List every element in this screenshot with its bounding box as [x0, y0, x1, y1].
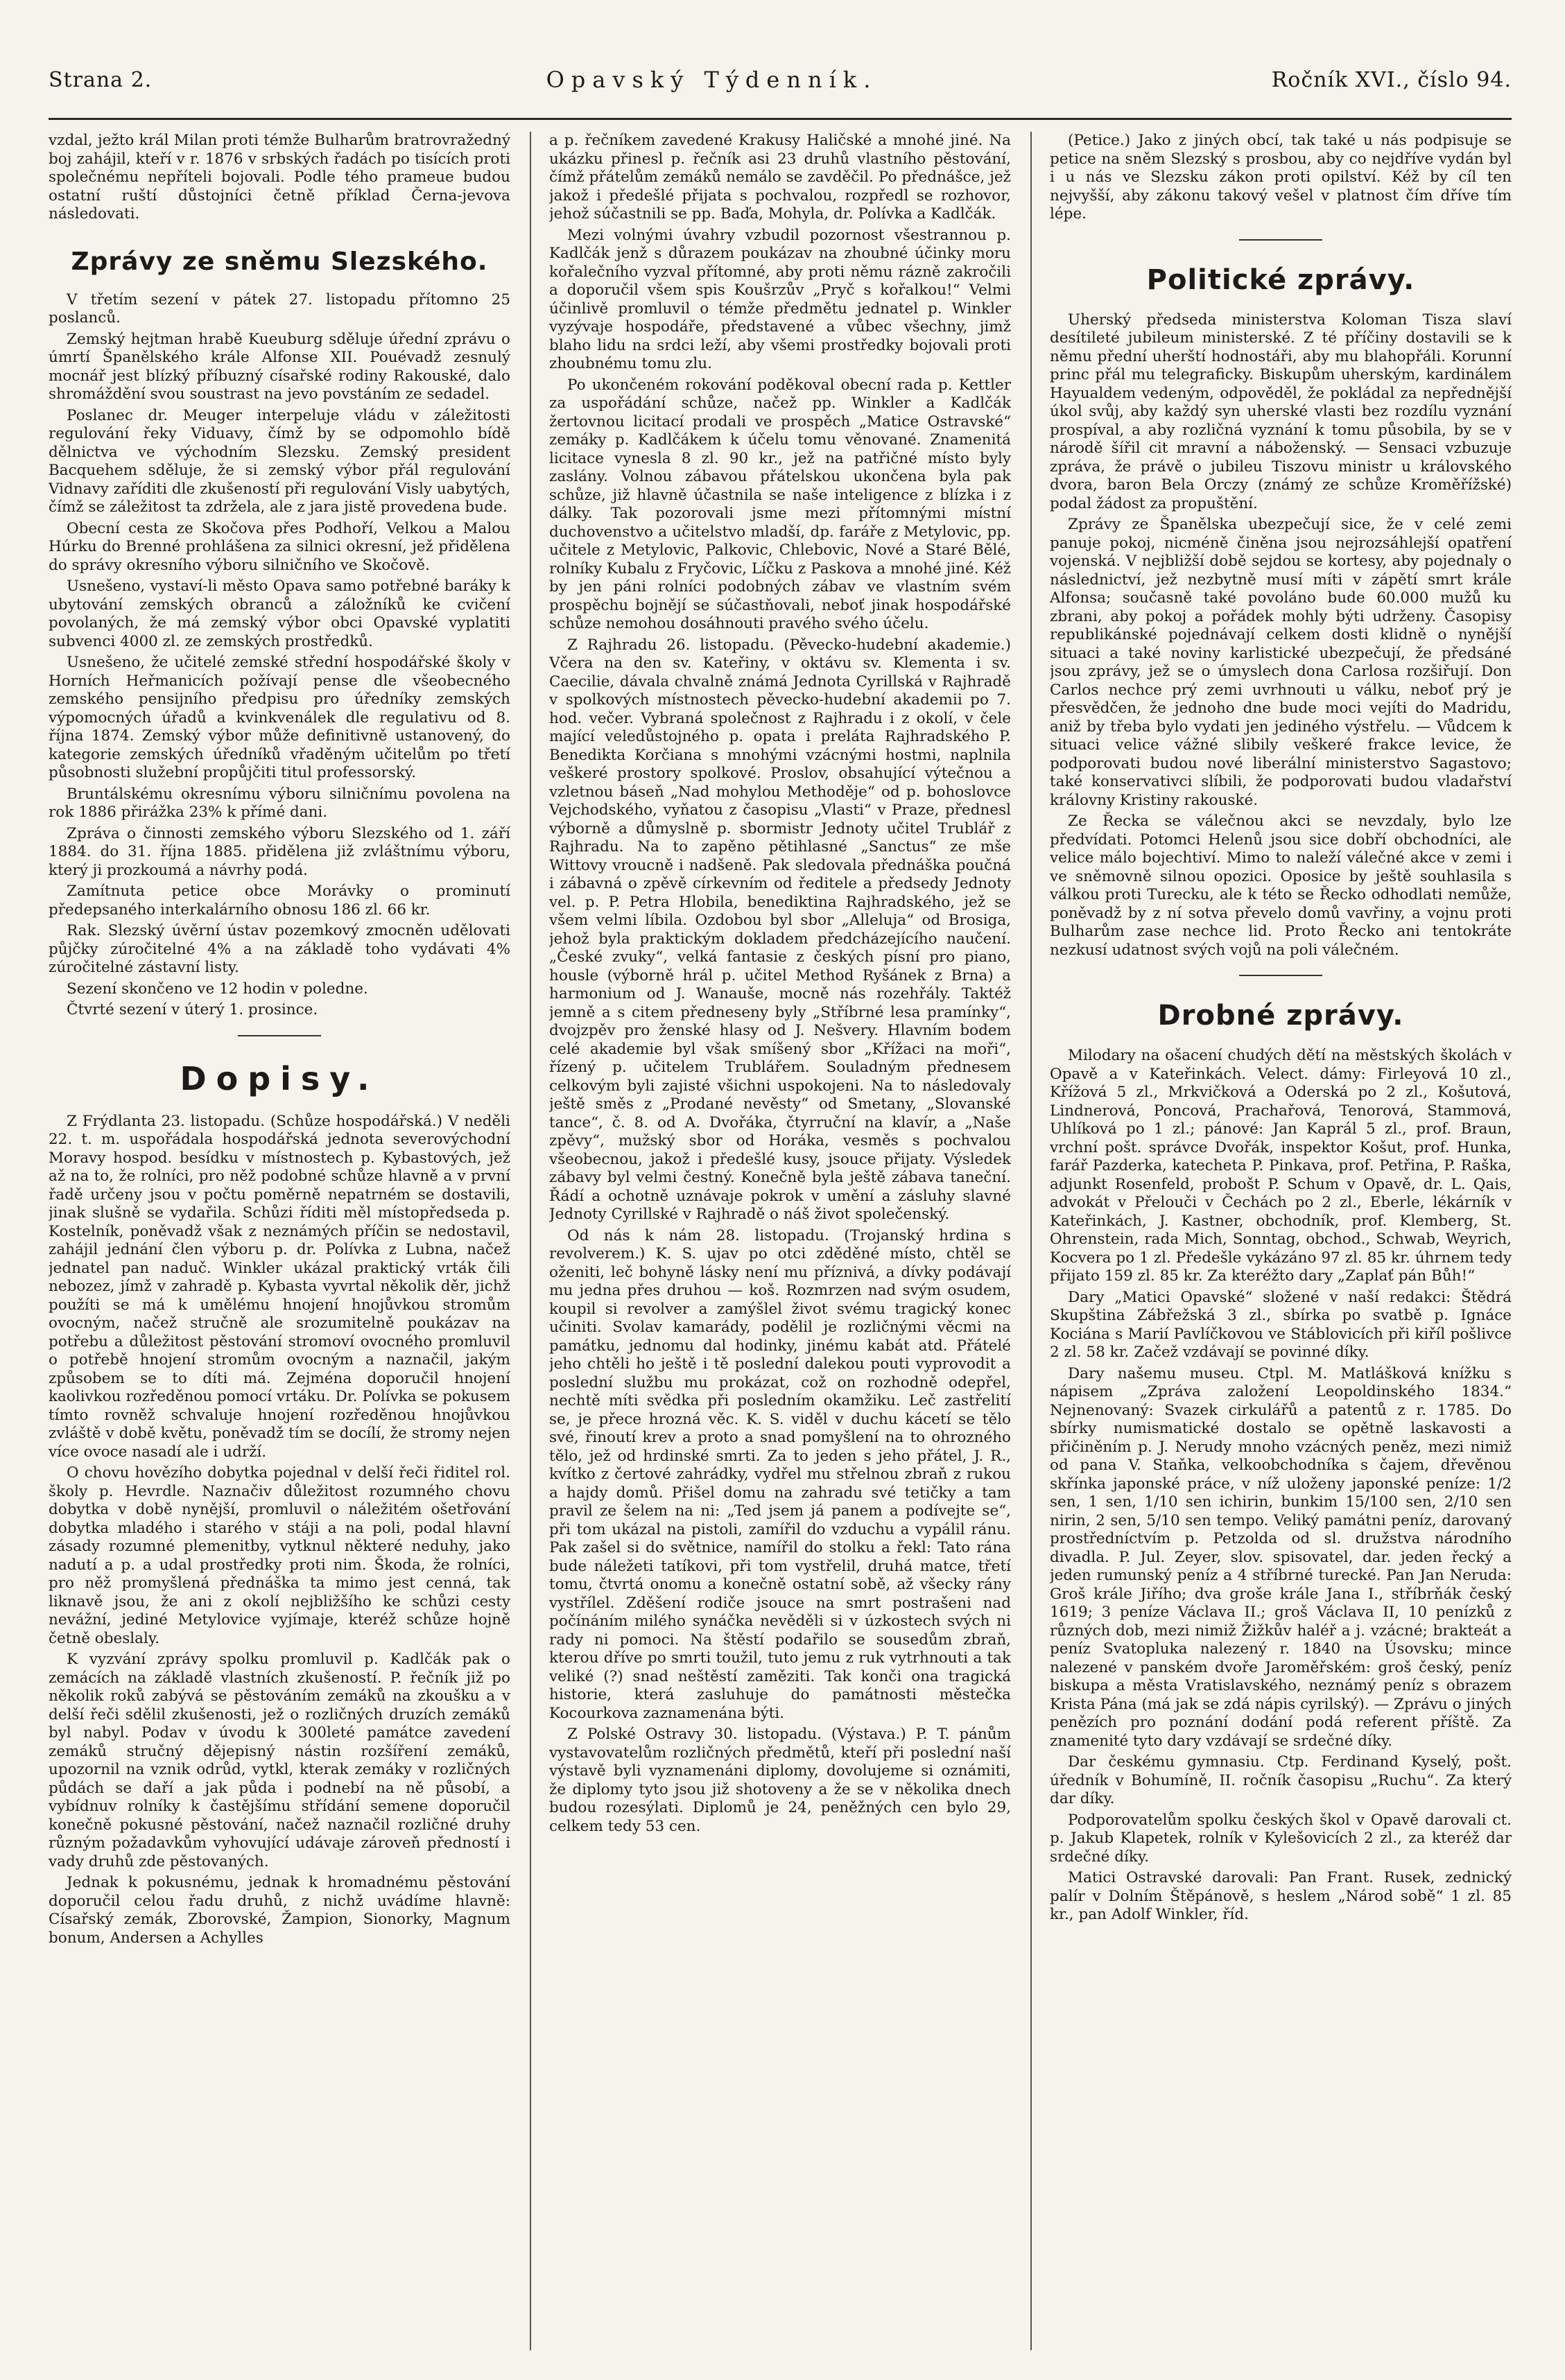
paragraph: Dary našemu museu. Ctpl. M. Matlášková knížku s nápisem „Zpráva založení Leopoldinského 1834.“ Nejnenovaný: Svazek cirkulářů a patentů z r. 1785. Do sbírky numismatické dostalo se opětně laskavosti a přičiněním p. J. Nerudy mnoho vzácných peněz, mezi nimiž od pana V. Staňka, velkoobchodníka s čajem, dřevěnou skřínka japonské práce, v níž uloženy japonské peníze: 1/2 sen, 1 sen, 1/10 sen ichirin, bunkim 15/100 sen, 2/10 sen nirin, 2 sen, 5/10 sen tempo. Veliký památni peníz, darovaný prostředníctvím p. Petzolda od sl. družstva národního divadla. P. Jul. Zeyer, slov. spisovatel, dar. jeden řecký a jeden rumunský peníz a 4 stříbrné turecké. Pan Jan Neruda: Groš krále Jiřího; dva groše krále Jana I., stříbrňák český 1619; 3 penízе Václava II.; groš Václava II, 10 penízků z různých dob, mezi nimiž Žižkův haléř a j. vzácné; brakteát a peníz Svatoplukа nalezený r. 1840 na Úsovsku; mince nalezené v panském dvoře Jaroměřském: groš český, peníz biskupa a města Vratislavského, neznámý peníz s obrazem Krista Pána (má jak se zdá nápis cyrilský). — Zprávu o jiných penězích pro poznání dodání podá referent příště. Za znamenité tyto dary vzdávají se srdečné díky.	[1050, 1364, 1512, 1750]
paragraph: Uherský předseda ministerstva Koloman Tisza slaví desítileté jubileum ministerské. Z té příčiny dostavili se k němu přední uherští hodnostáři, aby mu blahopřáli. Korunní princ přál mu telegraficky. Biskupům uherským, kardinálem Hayualdem vedeným, odpověděl, že pokládal za nepřednější úkol svůj, aby každý syn uherské vlasti bez rozdílu vyznání prospíval, a aby rozličná vyznání k tomu působila, by se v národě šířil cit mravní a náboženský. — Sensaci vzbuzuje zpráva, že právě o jubileu Tiszovu ministr u královského dvora, baron Bela Orczy (známý ze schůze Kroměřížské) podal žádost za propuštění.	[1050, 311, 1512, 512]
paragraph: Obecní cesta ze Skočova přes Podhoří, Velkou a Malou Húrku do Brenné prohlášena za silnici okresní, jež přidělena do správy okresního výboru silničního ve Skočově.	[49, 519, 510, 574]
paragraph: Zpráva o činnosti zemského výboru Slezského od 1. září 1884. do 31. října 1885. přidělena již zvláštnímu výboru, který ji prozkoumá a návrhy podá.	[49, 824, 510, 879]
paragraph: Usnešeno, že učitelé zemské střední hospodářské školy v Horních Heřmanicích požívají pense dle všeobecného zemského pensijního předpisu pro úředníky zemských výpomocných úřadů a kvinkvenálek dle regulativu od 8. října 1874. Zemský výbor může definitivně ustanovený, do kategorie zemských úředníků vřaděným učitelům po třetí působnosti služební propůjčiti titul professorský.	[49, 654, 510, 781]
columns	[49, 132, 1512, 2350]
paragraph: Poslanec dr. Meuger interpeluje vládu v záležitosti regulování řeky Viduavy, čímž by se odpomohlo bídě dělnictva ve východním Slezsku. Zemský president Bacquehem sděluje, že si zemský výbor přál regulování Vidnavy zaříditi dle zkušeností při regulování Visly uabytých, čímž se záležitost ta zdržela, ale z jara jistě provedena bude.	[49, 406, 510, 516]
paragraph: Usnešeno, vystaví-li město Opava samo potřebné baráky k ubytování zemských obranců a záložníků ke cvičení povolaných, že má zemský výbor obci Opavské vyplatiti subvenci 4000 zl. ze zemských prostředků.	[49, 577, 510, 650]
paragraph: Z Polské Ostravy 30. listopadu. (Výstava.) P. T. pánům vystavovatelům rozličných předmětů, kteří při poslední naší výstavě byli vyznamenáni diplomy, dovolujeme si oznámiti, že diplomy tyto jsou již shotoveny a že se v několika dnech budou rozesýlati. Diplomů je 24, peněžných cen bylo 29, celkem tedy 53 cen.	[549, 1726, 1011, 1835]
paragraph: Sezení skončeno ve 12 hodin v poledne.	[67, 980, 368, 998]
separator	[238, 1035, 321, 1036]
paragraph: Jednak k pokusnému, jednak k hromadnému pěstování doporučil celou řadu druhů, z nichž uvádíme hlavně: Císařský zemák, Zborovské, Žampion, Sionorky, Magnum bonum, Andersen a Achylles	[49, 1874, 510, 1947]
paragraph: Z Rajhradu 26. listopadu. (Pěvecko-hudební akademie.) Včera na den sv. Kateřiny, v oktávu sv. Klementa i sv. Caecilie, dávala chvalně známá Jednota Cyrillská v Rajhradě v spolkových místnostech pěvecko-hudební akademii po 7. hod. večer. Vybraná společnost z Rajhradu i z okolí, v čele mající veledůstojného p. opata i preláta Rajhradského P. Benedikta Korčiana s mnohými vzácnými hostmi, naplnila veškeré prostory spolkové. Proslov, obsahující výtečnou a vzletnou báseň „Nad mohylou Methoděje“ od p. bohoslovce Vejchodského, vyňatou z časopisu „Vlasti“ v Praze, přednesl výborně a důmyslně p. sbormistr Jednoty učitel Trublář z Rajhradu. Na to zapěno pětihlasné „Sanctus“ ze mše Wittovy vroucně i nadšeně. Pak sledovala přednáška poučná i zábavná o zpěvě církevním od ředitele a předsedy Jednoty vel. p. P. Petra Hlobila, benediktina Rajhradského, jež se všem velmi líbila. Ozdobou byl sbor „Alleluja“ od Brosiga, jehož byla praktickým dokladem předcházejícího naučení. „České zvuky“, velká fantasie z českých písní pro piano, housle (výborně hrál p. učitel Method Ryšánek z Brna) a harmonium od J. Wanauše, mocně nás rozehřály. Taktéž jemně a s citem předneseny byly „Stříbrné lesa pramínky“, dvojzpěv pro ženské hlasy od J. Nešvery. Hlavním bodem celé akademie byl však smíšený sbor „Křížaci na moři“, řízený p. učitelem Trublářem. Souladným přednesem celkovým byli zajisté všichni uspokojeni. Na to následovaly ještě směs z „Prodané nevěsty“ od Smetany, „Slovanské tance“, č. 8. od A. Dvořáka, čtyrruční na klavír, a „Naše zpěvy“, mužský sbor od Horáka, vesměs s pochvalou všeobecnou, jakož i předešlé kusy, jsouce přijaty. Výsledek zábavy byl velmi čestný. Konečně byla ještě zábava taneční. Řádí a ochotně uznávaje pokrok v umění a zásluhy slavné Jednoty Cyrillské v Rajhradě o náš život společenský.	[549, 636, 1011, 1223]
paragraph: Zamítnuta petice obce Morávky o prominutí předepsaného interkalárního obnosu 186 zl. 66 kr.	[49, 883, 510, 919]
section-heading-dopisy: Dopisy.	[180, 1059, 379, 1097]
paragraph: (Petice.) Jako z jiných obcí, tak také u nás podpisuje se petice na sněm Slezský s prosbou, aby co nejdříve vydán byl i u nás ve Slezsku zákon proti opilství. Kéž by cíl ten nejvyšší, aby zákonu takový vešel v platnost čím dříve tím lépe.	[1050, 132, 1512, 223]
masthead	[49, 42, 1512, 120]
column-divider	[1030, 132, 1032, 2350]
paragraph: Podporovatelům spolku českých škol v Opavě darovali ct. p. Jakub Klapetek, rolník v Kylešovicích 2 zl., za kteréž dar srdečné díky.	[1050, 1811, 1512, 1866]
paragraph: Od nás k nám 28. listopadu. (Trojanský hrdina s revolverem.) K. S. ujav po otci zděděné místo, chtěl se oženiti, leč bohyně lásky není mu příznivá, a dívky podávají mu jedna přes druhou — koš. Rozmrzen nad svým osudem, koupil si revolver a zamýšlel život svému tragický konec učiniti. Svolav kamarády, podělil je rozličnými věcmi na památku, jednomu dal hodinky, jinému kabát atd. Přátelé jeho chtěli ho ještě i tě poslední dalekou pouti vyprovodit a poslední službu mu prokázat, což on rozhodně odepřel, nechtě míti svědka při posledním okamžiku. Leč zastřelití se, je přece hrozná věc. K. S. viděl v duchu kácetí se tělo své, řinoutí krev a proto a snad pomyšlení na to ohrozného tělo, jež od hrdinské smrti. Za to jeden s jeho přátel, J. R., kvítko z čertové zahrádky, vydřel mu střelnou zbraň z rukou a hajdy domů. Přišel domu na zahradu své tetičky a tam pravil ze šelem na ni: „Ted jsem já panem a podívejte se“, při tom ukázal na pistoli, zamířil do vzduchu a vypálil ránu. Pak zašel si do světnice, namířil do stolku a řekl: Tato rána bude náležeti tatíkovi, při tom vystřelil, druhá matce, třetí tomu, čtvrtá onomu a konečně ostatní sobě, až všecky rány vystřílel. Zděšení rodiče jsouce na smrt postrašeni nad počínáním milého synáčka nevěděli si v úzkostech svých ni rady ni pomoci. Na štěstí podařilo se sousedům zbraň, kterou dříve po smrti toužil, tuto jemu z ruk vytrhnouti a tak veliké (?) snad neštěstí zaměziti. Tak konči ona tragická historie, která zasluhuje do památnosti městečka Kocourkova zaznamenána býti.	[549, 1226, 1011, 1722]
section-heading-snem: Zprávy ze sněmu Slezského.	[71, 247, 488, 276]
paragraph: Rak. Slezský úvěrní ústav pozemkový zmocněn udělovati půjčky zúročitelné 4% a na základě toho vydávati 4% zúročitelné zástavní listy.	[49, 922, 510, 976]
paragraph: Čtvrté sezení v úterý 1. prosince.	[67, 1001, 318, 1018]
paragraph: Z Frýdlanta 23. listopadu. (Schůze hospodářská.) V neděli 22. t. m. uspořádala hospodářská jednota severovýchodní Moravy hospod. besídku v místnostech p. Kybastových, jež až na to, že rolníci, pro něž podobné schůze hlavně a v první řadě určeny jsou v počtu poměrně nepatrném se dostavili, jinak slušně se vydařila. Schůzi říditi měl místopředseda p. Kostelník, poněvadž však z neznámých příčin se nedostavil, zahájil jednání člen výboru p. dr. Polívka z Lubna, načež jednatel pan naduč. Winkler ukázal praktický vrták čili nebozez, jímž v zahradě p. Kybasta vyvrtal několik děr, jichž použíti se má k umělému hnojení hnojůvkou stromům ovocným, načež stručně ale srozumitelně poukázav na potřebu a důležitost pěstování stromoví ovocného promluvil o potřebě hnojení stromům ovocným a naznačil, jakým způsobem se to díti má. Zejména doporučil hnojení kaolivkou rozředěnou pomocí vrtáku. Dr. Polívka se pokusem tímto rovněž schvaluje hnojení rozředěnou hnojůvkou zvláště v době květu, poněvadž tím se docílí, že stromy nejen více ovoce nasadí ale i udrží.	[49, 1112, 510, 1461]
column-2	[549, 132, 1011, 2350]
paragraph: K vyzvání zprávy spolku promluvil p. Kadlčák pak o zemácích na základě vlastních zkušeností. P. řečník již po několik roků zabývá se pěstováním zemáků na zkoušku a v delší řeči sdělil zkušenosti, jež o rozličných druzích zemáků byl nabyl. Podav v úvodu k 300leté památce zavedení zemáků stručný dějepisný nástin rozšíření zemáků, upozornil na vznik odrůd, vytkl, kterak zemáky v rozličných půdách se daří a jak půda i podnebí na ně působí, a vybídnuv rolníky k častějšímu střídání semene doporučil konečně pokusné pěstování, načež naznačil rozličné druhy různým požadavkům vyhovující udávaje zároveň předností i vady druhů zde pěstovaných.	[49, 1651, 510, 1870]
issue-number: Ročník XVI., číslo 94.	[1271, 67, 1512, 92]
paragraph: Ze Řecka se válečnou akci se nevzdaly, bylo lze předvídati. Potomci Helenů jsou sice dobří obchodníci, ale velice málo bojechtiví. Mimo to naleží válečné akce v zemi i ve sněmovně silnou opozici. Oposice by ještě souhlasila s válkou proti Turecku, ale k této se Řecko odhodlati nemůže, poněvadž by z ní sotva převelo domů vavřiny, a vojnu proti Bulharům zase nechce lid. Proto Řecko ani tentokráte nezkusí udatnost svých vojů na poli válečném.	[1050, 813, 1512, 959]
paragraph: Milodary na ošacení chudých dětí na městských školách v Opavě a v Kateřinkách. Velect. dámy: Firleyová 10 zl., Křížová 5 zl., Mrkvičková a Oderská po 2 zl., Košutová, Lindnerová, Poncová, Prachařová, Tenorová, Stammová, Uhlíková po 1 zl.; pánové: Jan Kaprál 5 zl., prof. Braun, vrchní pošt. správce Dvořák, inspektor Košut, prof. Hunka, farář Pazderka, katecheta P. Pinkava, prof. Petřina, P. Raška, adjunkt Rosenfeld, probošt P. Schum v Opavě, dr. L. Qais, advokát v Přelouči v Čechách po 2 zl., Eberle, lékárník v Kateřinkách, J. Kastner, obchodník, prof. Klemberg, St. Ohrenstein, rada Mich, Sonntag, obchod., Schwab, Weyrich, Kocvera po 1 zl. Předešle vykázáno 97 zl. 85 kr. úhrnem tedy přijato 159 zl. 85 kr. Za kteréžto dary „Zaplať pán Bůh!“	[1050, 1047, 1512, 1285]
section-heading-drobne: Drobné zprávy.	[1157, 1000, 1404, 1032]
paragraph: Dar českému gymnasiu. Ctp. Ferdinand Kyselý, pošt. úředník v Bohumíně, II. ročník časopisu „Ruchu“. Za který dar díky.	[1050, 1753, 1512, 1807]
column-1	[49, 132, 510, 2350]
paragraph: Matici Ostravské darovali: Pan Frant. Rusek, zednický palír v Dolním Štěpánově, s heslem „Národ sobě“ 1 zl. 85 kr., pan Adolf Winkler, říd.	[1050, 1869, 1512, 1923]
paragraph: V třetím sezení v pátek 27. listopadu přítomno 25 poslanců.	[49, 290, 510, 327]
paragraph: a p. řečníkem zavedené Krakusy Haličské a mnohé jiné. Na ukázku přinesl p. řečník asi 23 druhů vlastního pěstování, čímž přátelům zemáků nemálo se zavděčil. Po přednášce, jež jakož i předešlé přijata s pochvalou, rozpředl se rozhovor, jehož súčastnili se pp. Baďa, Mohyla, dr. Polívka a Kadlčák.	[549, 132, 1011, 223]
paragraph: Dary „Matici Opavské“ složené v naší redakci: Štědrá Skupština Zábřežská 3 zl., sbírka po svatbě p. Ignáce Kociána s Marií Pavlíčkovou ve Stáblovicích při kiříl pošlivce 2 zl. 58 kr. Začež vzdávají se povinné díky.	[1050, 1288, 1512, 1361]
separator	[1239, 239, 1322, 241]
page-number: Strana 2.	[49, 67, 153, 92]
paragraph: Mezi volnými úvahry vzbudil pozornost všestrannou p. Kadlčák jenž s důrazem poukázav na zhoubné účinky moru kořalečního vyzval přítomné, aby proti němu rázně zakročili a doporučil všem spis Koušrzův „Pryč s kořalkou!“ Velmi účinlivě promluvil o témže předmětu jednatel p. Winkler vyzývaje hospodáře, představené a vůbec všechny, jimž blaho lidu na srdci leží, aby všemi prostředky bojovali proti zhoubnému tomu zlu.	[549, 226, 1011, 372]
separator	[1239, 975, 1322, 976]
paragraph: Po ukončeném rokování poděkoval obecní rada p. Kettler za uspořádání schůze, načež pp. Winkler a Kadlčák žertovnou licitací prodali ve prospěch „Matice Ostravské“ zemáky p. Kadlčákem k účelu tomu věnované. Znamenitá licitace vynesla 8 zl. 90 kr., jež na patřičné místo byly zaslány. Volnou zábavou přátelskou ukončena byla pak schůze, již hlavně účastnila se naše inteligence z blízka i z dálky. Tak pozorovali jsme mezi přítomnými místní duchovenstvo a učitelstvo mladší, dp. faráře z Metylovic, pp. učitele z Metylovic, Palkovic, Chlebovic, Nové a Staré Bělé, rolníky Kubalu z Fryčovic, Líčku z Paskova a mnohé jiné. Kéž by jen páni rolníci podobných zábav ve vlastním svém prospěchu bojnějí se súčastňovali, neboť jinak hospodářské schůze nemohou dosáhnouti pravého svého účelu.	[549, 376, 1011, 632]
section-heading-politicke: Politické zprávy.	[1146, 263, 1415, 296]
paragraph: Bruntálskému okresnímu výboru silničnímu povolena na rok 1886 přirážka 23% k přímé dani.	[49, 785, 510, 821]
newspaper-title: Opavský Týdenník.	[546, 67, 878, 93]
column-divider	[530, 132, 531, 2350]
paragraph: vzdal, ježto král Milan proti témže Bulharům bratrovražedný boj zahájil, kteří v r. 1876 v srbských řadách po tisících proti společnému nepříteli bojovali. Podle tého prameue budou ostatní ruští důstojníci četně příklad Černa-jevova následovati.	[49, 132, 510, 223]
newspaper-page	[49, 42, 1512, 2357]
paragraph: Zprávy ze Španělska ubezpečují sice, že v celé zemi panuje pokoj, nicméně činěna jsou nejrozsáhlejší opatření vojenská. V nejbližší době sejdou se kortesy, aby pojednaly o následnictví, jež nezbytně musí míti v zápětí smrt krále Alfonsa; současně také povoláno bude 60.000 mužů ku zbrani, aby pokoj a pořádek mohly býti udrženy. Časopisy republikánské pojednávají celkem dosti klidně o nynější situaci a také noviny karlistické ubezpečují, že předsáné jsou zprávy, jež se o úmyslech dona Carlosa rozšiřují. Don Carlos nechce prý zemi uvrhnouti u válku, neboť prý je přesvědčen, že jednoho dne bude moci vejíti do Madridu, aniž by třeba bylo vydati jen jediného výstřelu. — Vůdcem k situaci velice vážné slibily veškeré frakce levice, že podporovati budou nové liberální ministerstvo Sagastovo; také konservativci slíbili, že podporovati budou vladařství královny Kristiny rakouské.	[1050, 516, 1512, 809]
column-3	[1050, 132, 1512, 2350]
paragraph: O chovu hovězího dobytka pojednal v delší řeči řiditel rol. školy p. Hevrdle. Naznačiv důležitost rozumného chovu dobytka v době nynější, promluvil o náležitém ošetřování dobytka mladého i starého v stáji a na poli, podal hlavní zásady rozumné plemenitby, vytknul některé neduhy, jako nadutí a p. a udal prostředky proti nim. Škoda, že rolníci, pro něž promyšlená přednáška ta mimo jest cenná, tak liknavě jsou, že ani z okolí nejbližšího ke schůzi cesty nevážní, jediné Metylovice vyjímaje, kteréž schůze hojně četně obeslaly.	[49, 1464, 510, 1647]
paragraph: Zemský hejtman hrabě Kueuburg sděluje úřední zprávu o úmrtí Španělského krále Alfonse XII. Pouévadž zesnulý mocnář jest blízký příbuzný císařské rodiny Rakouské, dalo shromáždění svou soustrast na jevo povstáním ze sedadel.	[49, 330, 510, 403]
